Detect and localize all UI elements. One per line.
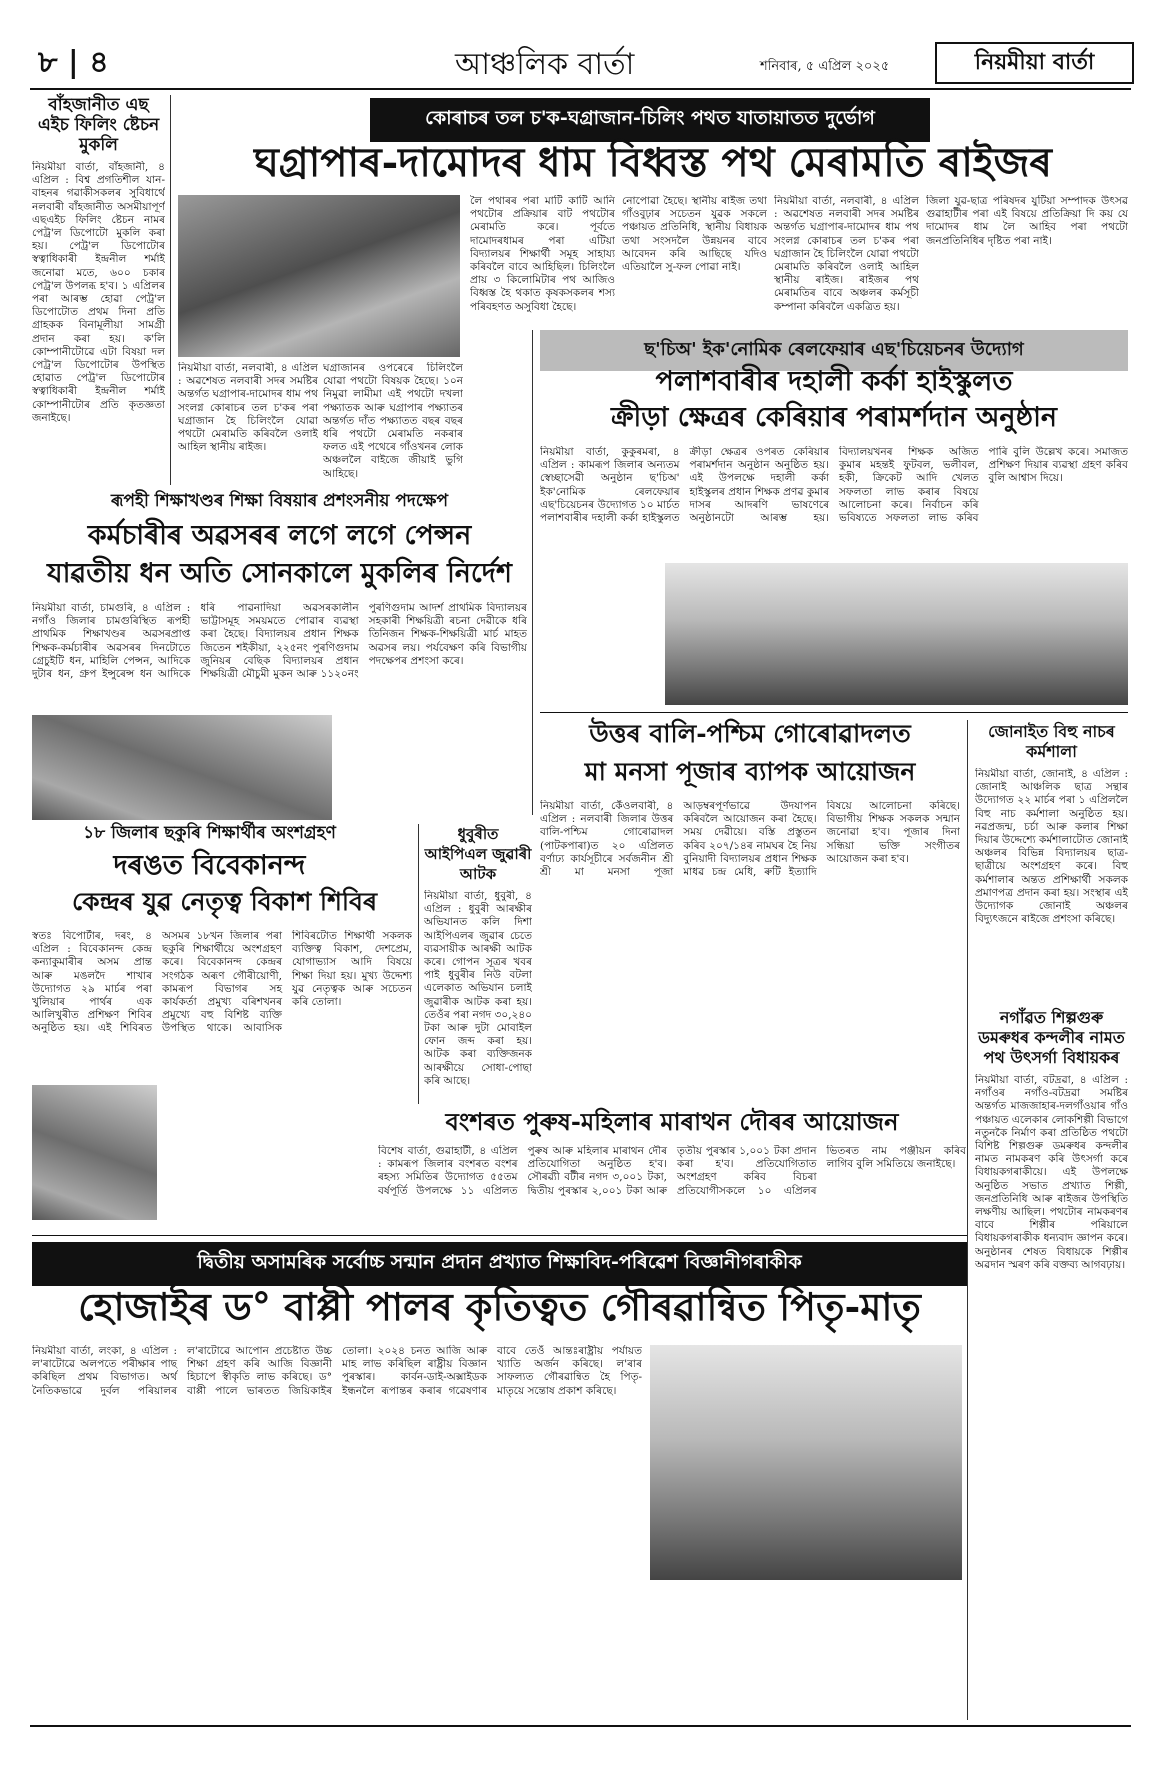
story5-kicker: ১৮ জিলাৰ ছকুৰি শিক্ষাৰ্থীৰ অংশগ্ৰহণ	[83, 823, 336, 843]
side-story-body: নিয়মীয়া বাৰ্তা, জোনাই, ৪ এপ্ৰিল : জোনাই আঞ্চলিক ছাত্ৰ সন্থাৰ উদ্যোগত ২২ মাৰ্চৰ পৰা ১ এপ্ৰিললৈ বিহু নাচ কৰ্মশালা অনুষ্ঠিত হয়। নৱপ্ৰজন্ম, চৰ্চা আৰু কলাৰ শিক্ষা দিয়াৰ উদ্দেশ্যে কৰ্মশালাটোত জোনাই অঞ্চলৰ বিভিন্ন বিদ্যালয়ৰ ছাত্ৰ-ছাত্ৰীয়ে অংশগ্ৰহণ কৰে। বিহু কৰ্মশালাৰ অন্তত প্ৰশিক্ষাৰ্থী সকলক প্ৰমাণপত্ৰ প্ৰদান কৰা হয়। সংস্থাৰ এই উদ্যোগক জোনাই অঞ্চলৰ বিদ্যুৎজনে ৰাইজে প্ৰশংসা কৰিছে।	[975, 768, 1128, 926]
column-divider	[532, 330, 533, 815]
section-title: আঞ্চলিক বাৰ্তা	[455, 47, 635, 82]
story2-headline-line1: কৰ্মচাৰীৰ অৱসৰৰ লগে লগে পেন্সন	[87, 520, 472, 551]
side-story-ipl	[424, 824, 532, 1120]
side-story-title: জোনাইত বিহু নাচৰ কৰ্মশালা	[988, 722, 1115, 761]
story7-headline: হোজাইৰ ড° বাপ্পী পালৰ কৃতিত্বত গৌৰৱান্বিত পিতৃ-মাতৃ	[78, 1284, 921, 1329]
story6-headline: বংশৰত পুৰুষ-মহিলাৰ মাৰাথন দৌৰৰ আয়োজন	[445, 1107, 899, 1136]
story4-headline-line1: উত্তৰ বালি-পশ্চিম গোৰোৱাদলত	[589, 719, 911, 748]
header-rule	[30, 88, 1131, 90]
story5-headline-line1: দৰঙত বিবেকানন্দ	[113, 850, 306, 881]
column-divider	[418, 824, 419, 1104]
story1-headline: ঘগ্ৰাপাৰ-দামোদৰ ধাম বিধ্বস্ত পথ মেৰামতি ৰাইজৰ	[254, 139, 1052, 186]
story2-headline-line2: যাৱতীয় ধন অতি সোনকালে মুকলিৰ নিৰ্দেশ	[47, 558, 512, 589]
section-rule	[540, 712, 1128, 713]
story1-body-col2: ঘগ্ৰাজানৰ ওপৰেৰে চিলিংলৈ যোৱা পথটো বিষয়ক হৈছে। ১০ন নিমুৱা লামীমা এই পথটো দখলা পক্ষ্যাতক আৰু ঘগ্ৰাপাৰ পক্ষ্যাতৰ অন্তৰ্গত দাঁত পক্ষ্যাতত বছৰ বছৰ ধৰি পথটো মেৰামতি নকৰাৰ ফলত এই পথেৰে গাঁওখনৰ লোক অঞ্চললৈ বাইজে জীয়াই ভুগি আহিছে।	[323, 362, 463, 480]
story1-caption: নিয়মীয়া বাৰ্তা, নলবাৰী, ৪ এপ্ৰিল : অৱশেষত নলবাৰী সদৰ সমষ্টিৰ অন্তৰ্গত ঘগ্ৰাপাৰ-দামোদৰ ধাম পথ সংলগ্ন কোৰাচৰ তল চ'কৰ পৰা ঘগ্ৰাজান হৈ চিলিংলৈ যোৱা পথটো মেৰামতি কৰিবলৈ ওলাই আহিল স্থানীয় ৰাইজ।	[178, 362, 318, 454]
story2-body: নিয়মীয়া বাৰ্তা, চামগুৰি, ৪ এপ্ৰিল : নগাঁও জিলাৰ চামগুৰিস্থিত ৰূপহী প্ৰাথমিক শিক্ষাখণ্ডৰ অৱসৰপ্ৰাপ্ত শিক্ষক-কৰ্মচাৰীৰ অৱসৰৰ দিনটোতে গ্ৰেচুইটি ধন, মাহিলি পেন্সন, আদিকে দুটাৰ ধন, গ্ৰুপ ইন্সুৰেন্স ধন আদিকে ধৰি পাৱনাদিয়া অৱসৰকালীন ভাট্টাসমূহ সময়মতে পোৱাৰ ব্যৱস্থা কৰা হৈছে। বিদ্যালয়ৰ প্ৰধান শিক্ষক জিতেন শইকীয়া, ২২৫নং পুৰণিগুদাম জুনিয়ৰ বেছিক বিদ্যালয়ৰ প্ৰধান শিক্ষয়িত্ৰী মৌচুমী মুকন আৰু ১১২০নং পুৰণিগুদাম আদৰ্শ প্ৰাথমিক বিদ্যালয়ৰ সহকাৰী শিক্ষয়িত্ৰী ৰচনা দেৱীকে ধৰি তিনিজন শিক্ষক-শিক্ষয়িত্ৰী মাৰ্চ মাহত অৱসৰ লয়। পৰ্যবেক্ষণ কৰি বিভাগীয় পদক্ষেপৰ প্ৰশংসা কৰে।	[32, 602, 527, 681]
section-rule	[32, 1235, 967, 1236]
story1-kicker: কোৰাচৰ তল চ'ক-ঘগ্ৰাজান-চিলিং পথত যাতায়াতত দুৰ্ভোগ	[370, 98, 930, 142]
column-divider	[967, 720, 968, 1720]
story7-kicker: দ্বিতীয় অসামৰিক সৰ্বোচ্চ সন্মান প্ৰদান প্ৰখ্যাত শিক্ষাবিদ-পৰিৱেশ বিজ্ঞানীগৰাকীক	[32, 1242, 967, 1286]
side-story-title: বাঁহজানীত এছ এইচ ফিলিং ষ্টেচন মুকলি	[37, 95, 160, 155]
side-story-title: ধুবুৰীত আইপিএল জুৱাৰী আটক	[424, 825, 532, 883]
camp-group-photo	[32, 1085, 157, 1220]
story1-body-col5: জিলা যুৱ-ছাত্ৰ পৰিষদৰ যুটিয়া সম্পাদক উৎসৱ গুৱাহাটীৰ পৰা এই বিষয়ে প্ৰতিক্ৰিয়া দি কয় যে দামোদৰ ধাম লৈ আহিব পৰা পথটো জনপ্ৰতিনিধিৰ দৃষ্টিত পৰা নাই।	[926, 195, 1128, 247]
column-divider	[170, 95, 171, 485]
story7-body: নিয়মীয়া বাৰ্তা, লংকা, ৪ এপ্ৰিল : ল'ৰাটোৱে অলপতে পৰীক্ষাৰ পাছ কৰিছিল প্ৰথম বিভাগত। অৰ্থ নৈতিকভাৱে দুৰ্বল পৰিয়ালৰ ল'ৰাটোৱে আপোন প্ৰচেষ্টাত উচ্চ শিক্ষা গ্ৰহণ কৰি আজি বিজ্ঞানী হিচাপে স্বীকৃতি লাভ কৰিছে। ড° বাপ্পী পালে ভাৰতত জিয়িকাইৰ তোলা। ২০২৪ চনত আজি আৰু মাহ লাভ কৰিছিল ৰাষ্ট্ৰীয় বিজ্ঞান পুৰস্কাৰ। কাৰ্বন-ডাই-অক্সাইডক ইন্ধনলৈ ৰূপান্তৰ কৰাৰ গৱেষণাৰ বাবে তেওঁ আন্তঃৰাষ্ট্ৰীয় পৰ্যায়ত খ্যাতি অৰ্জন কৰিছে। ল'ৰাৰ সাফল্যত গৌৰৱান্বিত হৈ পিতৃ-মাতৃয়ে সন্তোষ প্ৰকাশ কৰিছে।	[32, 1345, 642, 1397]
story3-headline-line1: পলাশবাৰীৰ দহালী কৰ্কা হাইস্কুলত	[655, 366, 1013, 397]
story1-body-col1: নিয়মীয়া বাৰ্তা, নলবাৰী, ৪ এপ্ৰিল : অৱশেষত নলবাৰী সদৰ সমষ্টিৰ অন্তৰ্গত ঘগ্ৰাপাৰ-দামোদৰ ধাম পথ সংলগ্ন কোৰাচৰ তল চ'কৰ পৰা ঘগ্ৰাজান হৈ চিলিংলৈ যোৱা পথটো মেৰামতি কৰিবলৈ ওলাই আহিল স্থানীয় ৰাইজ। ৰাইজৰ পথ মেৰামতিৰ বাবে অঞ্চলৰ কৰ্মসূচী কম্পানা কৰিবলৈ একত্ৰিত হয়।	[774, 195, 919, 313]
side-story-body: নিয়মীয়া বাৰ্তা, ধুবুৰী, ৪ এপ্ৰিল : ধুবুৰী আৰক্ষীৰ অভিযানত কলি দিশা আইপিএলৰ জুৱাৰ চেতে ব্যৱসায়ীক আৰক্ষী আটক কৰে। গোপন সূত্ৰৰ খবৰ পাই ধুবুৰীৰ নিউ বটলা এলেকাত অভিযান চলাই জুৱাৰীক আটক কৰা হয়। তেওঁৰ পৰা নগদ ৩০,২৪০ টকা আৰু দুটা মোবাইল ফোন জব্দ কৰা হয়। আটক কৰা ব্যক্তিজনক আৰক্ষীয়ে সোধা-পোছা কৰি আছে।	[424, 890, 532, 1087]
story4-headline-line2: মা মনসা পূজাৰ ব্যাপক আয়োজন	[584, 757, 916, 786]
story2-kicker: ৰূপহী শিক্ষাখণ্ডৰ শিক্ষা বিষয়াৰ প্ৰশংসনীয় পদক্ষেপ	[111, 491, 448, 511]
story5-body: স্বতঃ বিপোৰ্টাৰ, দৰং, ৪ এপ্ৰিল : বিবেকানন্দ কেন্দ্ৰ কন্যাকুমাৰীৰ অসম প্ৰান্ত আৰু মঙলদৈ শাখাৰ উদ্যোগত ২৯ মাৰ্চৰ পৰা খুলিয়াৰ পাৰ্থৰ এক আলিখুৰীত প্ৰশিক্ষণ শিবিৰ অনুষ্ঠিত হয়। এই শিবিৰত অসমৰ ১৮খন জিলাৰ পৰা ছকুৰি শিক্ষাৰ্থীয়ে অংশগ্ৰহণ কৰে। বিবেকানন্দ কেন্দ্ৰৰ সংগঠক অৰূণ গৌৰীয়োণী, কামৰূপ বিভাগৰ সহ কাৰ্যকৰ্তা প্ৰমুখ্য বৰিশখনৰ প্ৰমুখ্যে বহু বিশিষ্ট ব্যক্তি উপস্থিত থাকে। আবাসিক শিবিৰটোত শিক্ষাৰ্থী সকলক ব্যক্তিত্ব বিকাশ, দেশপ্ৰেম, যোগাভ্যাস আদি বিষয়ে শিক্ষা দিয়া হয়। মুখ্য উদ্দেশ্য যুৱ নেতৃত্বক আৰু সচেতন কৰি তোলা।	[32, 930, 412, 1035]
side-story-body: নিয়মীয়া বাৰ্তা, বাঁহজানী, ৪ এপ্ৰিল : বিশ্ব প্ৰগতিশীল যান-বাহনৰ গৱাকীসকলৰ সুবিধাৰ্থে নলবাৰী বাঁহজানীত অসমীয়াপূৰ্ণ এছএইচ ফিলিং ষ্টেচন নামৰ পেট্ৰ'ল ডিপোটো মুকলি কৰা হয়। পেট্ৰ'ল ডিপোটোৰ স্বত্বাধিকাৰী ইন্দ্ৰনীল শৰ্মাই জনোৱা মতে, ৬০০ চকাৰ পেট্ৰ'ল উপলব্ধ হ'ব। ১ এপ্ৰিলৰ পৰা আৰম্ভ হোৱা পেট্ৰ'ল ডিপোটোত প্ৰথম দিনা প্ৰতি গ্ৰাহকক বিনামূলীয়া সামগ্ৰী প্ৰদান কৰা হয়। ক'লি কোম্পানীটোৱে এটা বিষয়া দল পেট্ৰ'ল ডিপোটোৰ উপস্থিত হোৱাত পেট্ৰ'ল ডিপোটোৰ স্বত্বাধিকাৰী ইন্দ্ৰনীল শৰ্মাই কোম্পানীটোৰ প্ৰতি কৃতজ্ঞতা জনাইছে।	[32, 161, 165, 424]
story1-body-col4: নোপোৱা হৈছে। স্থানীয় ৰাইজ তথা গাঁওবুঢ়াৰ সচেতন যুৱক সকলে পঞ্চায়ত প্ৰতিনিধি, স্থানীয় বিধায়ক তথা সংসদলৈ উন্নয়নৰ বাবে আবেদন কৰি আছিছে যদিও এতিয়ালৈ সু-ফল পোৱা নাই।	[622, 195, 767, 274]
career-program-photo	[665, 563, 1128, 705]
page-number: ৮ | ৪	[38, 45, 109, 80]
story3-kicker: ছ'চিঅ' ইক'নোমিক ৰেলফেয়াৰ এছ'চিয়েচনৰ উদ্যোগ	[540, 330, 1128, 371]
story1-body-col3: লৈ পথাৰৰ পৰা মাটি কাটি আনি পথটোৰ প্ৰক্ৰিয়াৰ বাট পথটোৰ মেৰামতি কৰে। পূৰ্বতে দামোদৰধামৰ পৰা এটিয়া বিদ্যালয়ৰ শিক্ষাৰ্থী সমূহ সাহায্য কৰিবলৈ বাবে আহিছিল। চিলিংলৈ প্ৰায় ৩ কিলোমিটাৰ পথ আজিও বিধ্বস্ত হৈ থকাত কৃষকসকলৰ শস্য পৰিবহণত অসুবিধা হৈছে।	[470, 195, 615, 313]
story3-headline-line2: ক্ৰীড়া ক্ষেত্ৰৰ কেৰিয়াৰ পৰামৰ্শদান অনুষ্ঠান	[610, 402, 1058, 433]
story6-body: বিশেষ বাৰ্তা, গুৱাহাটী, ৪ এপ্ৰিল : কামৰূপ জিলাৰ বংশৰত বংশৰ ৰহস্য সমিতিৰ উদ্যোগত ৫৫তম বৰ্ষপূৰ্তি উপলক্ষে ১১ এপ্ৰিলত পুৰুষ আৰু মহিলাৰ মাৰাথন দৌৰ প্ৰতিযোগিতা অনুষ্ঠিত হ'ব। সৌৰৱ্যী বটীৰ নগদ ৩,০০১ টকা, দ্বিতীয় পুৰস্কাৰ ২,০০১ টকা আৰু তৃতীয় পুৰস্কাৰ ১,০০১ টকা প্ৰদান কৰা হ'ব। প্ৰতিযোগিতাত অংশগ্ৰহণ কৰিব বিচৰা প্ৰতিযোগীসকলে ১০ এপ্ৰিলৰ ভিতৰত নাম পঞ্জীয়ন কৰিব লাগিব বুলি সমিতিয়ে জনাইছে।	[378, 1145, 966, 1197]
issue-date: শনিবাৰ, ৫ এপ্ৰিল ২০২৫	[760, 59, 890, 74]
story3-body: নিয়মীয়া বাৰ্তা, কুকুৰমৰা, ৪ এপ্ৰিল : কামৰূপ জিলাৰ অন্যতম স্বেচ্ছাসেৱী অনুষ্ঠান ছ'চিঅ' ইক'নোমিক ৰেলফেয়াৰ এছ'চিয়েচনৰ উদ্যোগত ১০ মাৰ্চত পলাশবাৰীৰ দহালী কৰ্কা হাইস্কুলত ক্ৰীড়া ক্ষেত্ৰৰ ওপৰত কেৰিয়াৰ পৰামৰ্শদান অনুষ্ঠান অনুষ্ঠিত হয়। এই উপলক্ষে দহালী কৰ্কা হাইস্কুলৰ প্ৰধান শিক্ষক প্ৰণৱ কুমাৰ দাসৰ আদৰণি ভাষণেৰে অনুষ্ঠানটো আৰম্ভ হয়। বিদ্যালয়খনৰ শিক্ষক অজিত কুমাৰ মহন্তই ফুটবল, ভলীবল, হকী, ক্ৰিকেট আদি খেলত সফলতা লাভ কৰাৰ বিষয়ে আলোচনা কৰে। নিৰ্বাচন কৰি ভবিষ্যতে সফলতা লাভ কৰিব পাৰি বুলি উল্লেখ কৰে। সমাজত প্ৰশিক্ষণ দিয়াৰ ব্যৱস্থা গ্ৰহণ কৰিব বুলি আশ্বাস দিয়ে।	[540, 446, 1128, 525]
side-story-title: নগাঁৱত শিল্পগুৰু ডমৰুধৰ কন্দলীৰ নামত পথ উৎসৰ্গা বিধায়কৰ	[978, 1008, 1125, 1067]
story5-headline-line2: কেন্দ্ৰৰ যুৱ নেতৃত্ব বিকাশ শিবিৰ	[71, 887, 378, 916]
road-repair-photo	[178, 195, 460, 357]
story4-body: নিয়মীয়া বাৰ্তা, কেঁওলবাৰী, ৪ এপ্ৰিল : নলবাৰী জিলাৰ উত্তৰ বালি-পশ্চিম গোৰোৱাদল (পাটকপাৰা)ত ২০ এপ্ৰিলত বৰ্ণাঢ্য কাৰ্যসূচীৰে সৰ্বজনীন শ্ৰী শ্ৰী মা মনসা পূজা আড়ম্বৰপূৰ্ণভাৱে উদযাপন কৰিবলৈ আয়োজন কৰা হৈছে। সময় দেৱীয়ে। বস্তি প্ৰস্তুতন কৰিব ২০৭/১৪ৰ নামঘৰ হৈ নিয় বুনিয়াদী বিদ্যালয়ৰ প্ৰধান শিক্ষক মাধৱ চন্দ্ৰ মেধি, ৰুটি ইত্যাদি বিষয়ে আলোচনা কৰিছে। বিভাগীয় শিক্ষক সকলক সন্মান জনোৱা হ'ব। পূজাৰ দিনা সন্ধিয়া ভক্তি সংগীতৰ আয়োজন কৰা হ'ব।	[540, 800, 960, 879]
side-story-petrol	[32, 95, 165, 551]
school-group-photo	[32, 715, 332, 820]
scientist-portrait-photo	[650, 1345, 962, 1580]
side-story-bihu	[975, 722, 1128, 1008]
newspaper-logo: নিয়মীয়া বাৰ্তা	[935, 42, 1134, 84]
side-story-body: নিয়মীয়া বাৰ্তা, বটদ্ৰৱা, ৪ এপ্ৰিল : নগাঁওৰ নগাঁও-বটদ্ৰৱা সমষ্টিৰ অন্তৰ্গত মাজজাহাৰ-দলগাঁওয়াৰ গাঁও পঞ্চায়ত এলেকাৰ লোকশিল্পী বিভাগে নতুনকৈ নিৰ্মাণ কৰা প্ৰতিষ্ঠিত পথটো বিশিষ্ট শিল্পগুৰু ডমৰুধৰ কন্দলীৰ নামত নামকৰণ কৰি উৎসৰ্গা কৰে বিধায়কগৰাকীয়ে। এই উপলক্ষে অনুষ্ঠিত সভাত প্ৰখ্যাত শিল্পী, জনপ্ৰতিনিধি আৰু ৰাইজৰ উপস্থিতি লক্ষণীয় আছিল। পথটোৰ নামকৰণৰ বাবে শিল্পীৰ পৰিয়ালে বিধায়কগৰাকীক ধন্যবাদ জ্ঞাপন কৰে। অনুষ্ঠানৰ শেষত বিধায়কে শিল্পীৰ অৱদান স্মৰণ কৰি বক্তব্য আগবঢ়ায়।	[975, 1074, 1128, 1271]
side-story-road-dedication	[975, 1008, 1128, 1689]
footer-rule	[30, 1725, 1131, 1727]
